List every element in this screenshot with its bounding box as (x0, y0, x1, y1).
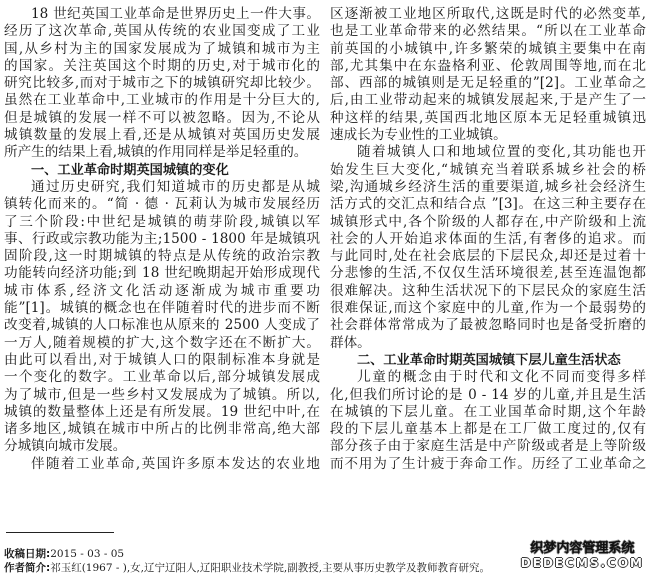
text-line: 随着城镇人口和地域位置的变化,其功能也开 (357, 144, 646, 161)
text-line: 但是城镇的发展一样不可以被忽略。因为,不论从 (4, 109, 320, 126)
text-line: 种这样的结果,英国西北地区原本无足轻重城镇迅 (330, 109, 646, 126)
text-line: 所产生的结果上看,城镇的作用同样是举足轻重的。 (4, 144, 308, 161)
received-date (4, 546, 124, 561)
text-line: 城镇形式中,各个阶级的人都存在,中产阶级和上流 (330, 213, 646, 230)
text-line: 部、西部的城镇则是无足轻重的”[2]。工业革命之 (330, 75, 646, 92)
text-line: 部分孩子由于家庭生活是中产阶级或者是上等阶级 (330, 438, 646, 455)
text-line: 速成长为专业性的工业城镇。 (330, 127, 507, 144)
text-line: 部,尤其集中在东盎格利亚、伦敦周围等地,而在北 (330, 57, 646, 74)
text-line: 经历了这次革命,英国从传统的农业国变成了工业 (4, 23, 320, 40)
text-line: 化,但我们所讨论的是 0 - 14 岁的儿童,并且是生活 (330, 386, 646, 403)
watermark (521, 541, 644, 570)
text-line: 城镇的数量整体上还是有所发展。19 世纪中叶,在 (4, 403, 320, 420)
section-heading: 二、工业革命时期英国城镇下层儿童生活状态 (357, 352, 621, 368)
text-line: 前英国的小城镇中,许多繁荣的城镇主要集中在南 (330, 40, 646, 57)
received-value: 2015 - 03 - 05 (50, 548, 125, 560)
left-column (4, 6, 320, 473)
text-line: 段的下层儿童基本上都是在工厂做工度过的,仅有 (330, 421, 646, 438)
text-line: 城市体系,经济文化活动逐渐成为城市重要功 (4, 282, 320, 299)
watermark-en: DEDECMS.COM (520, 556, 644, 570)
footnote-divider (6, 532, 114, 533)
text-line: 由此可以看出,对于城镇人口的限制标准本身就是 (4, 351, 320, 368)
text-line: 伴随着工业革命,英国许多原本发达的农业地 (31, 455, 320, 472)
text-line: 群体。 (330, 334, 371, 351)
text-line: 固阶段,这一时期城镇的特点是从传统的政治宗教 (4, 248, 320, 265)
text-line: 很难解决。这种生活状况下的下层民众的家庭生活 (330, 282, 646, 299)
text-line: 一万人,随着规模的扩大,这个数字还在不断扩大。 (4, 334, 320, 351)
author-label: 作者简介: (4, 562, 51, 574)
text-line: 社会的人开始追求体面的生活,有奢侈的追求。而 (330, 230, 646, 247)
text-line: 研究比较多,而对于城市之下的城镇研究却比较少。 (4, 75, 320, 92)
text-line: 活方式的交汇点和结合点 ”[3]。在这三种主要存在 (330, 196, 646, 213)
text-line: 与此同时,处在社会底层的下层民众,却还是过着十 (330, 248, 646, 265)
text-line: 也是工业革命带来的必然结果。“所以在工业革命 (330, 23, 646, 40)
text-line: 了三个阶段:中世纪是城镇的萌芽阶段,城镇以军 (4, 213, 320, 230)
text-line: 通过历史研究,我们知道城市的历史都是从城 (31, 178, 320, 195)
text-line: 虽然在工业革命中,工业城市的作用是十分巨大的, (4, 92, 320, 109)
author-value: 祁玉红(1967 - ),女,辽宁辽阳人,辽阳职业技术学院,副教授,主要从事历史教学及教师教育研究。 (50, 562, 491, 574)
text-line: 在城镇的下层儿童。在工业国革命时期,这个年龄 (330, 403, 646, 420)
text-line: 很难保证,而这个家庭中的儿童,作为一个最弱势的 (330, 300, 646, 317)
text-line: 而不用为了生计疲于奔命工作。历经了工业革命之 (330, 455, 646, 472)
text-line: 城镇数量的发展上看,还是从城镇对英国历史发展 (4, 127, 320, 144)
text-line: 始发生巨大变化,“城镇充当着联系城乡社会的桥 (330, 161, 646, 178)
text-line: 分城镇向城市发展。 (4, 438, 127, 455)
text-line: 区逐渐被工业地区所取代,这既是时代的必然变革, (330, 6, 646, 22)
text-line: 一个变化的数字。工业革命以后,部分城镇发展成 (4, 369, 320, 386)
text-line: 的国家。关注英国这个时期的历史,对于城市化的 (4, 57, 320, 74)
text-line: 功能转向经济功能;到 18 世纪晚期起开始形成现代 (4, 265, 320, 282)
author-bio (4, 560, 490, 575)
text-line: 分悲惨的生活,不仅仅生活环境很差,甚至连温饱都 (330, 265, 646, 282)
text-line: 诸多地区,城镇在城市中所占的比例非常高,绝大部 (4, 421, 320, 438)
text-line: 能”[1]。城镇的概念也在伴随着时代的进步而不断 (4, 300, 320, 317)
right-column (330, 6, 646, 473)
text-line: 镇转化而来的。“简 · 德 · 瓦莉认为城市发展经历 (4, 196, 320, 213)
text-line: 事、行政或宗教功能为主;1500 - 1800 年是城镇巩 (4, 230, 320, 247)
text-line: 为了城市,但是一些乡村又发展成为了城镇。所以, (4, 386, 320, 403)
section-heading: 一、工业革命时期英国城镇的变化 (31, 162, 229, 178)
text-line: 社会群体常常成为了最被忽略同时也是备受折磨的 (330, 317, 646, 334)
text-line: 梁,沟通城乡经济生活的重要渠道,城乡社会经济生 (330, 178, 646, 195)
text-line: 改变着,城镇的人口标准也从原来的 2500 人变成了 (4, 317, 320, 334)
received-label: 收稿日期: (4, 548, 51, 560)
text-line: 国,从乡村为主的国家发展成为了城镇和城市为主 (4, 40, 320, 57)
text-line: 后,由工业带动起来的城镇发展起来,于是产生了一 (330, 92, 646, 109)
watermark-cn: 织梦内容管理系统 (530, 541, 635, 556)
text-line: 儿童的概念由于时代和文化不同而变得多样 (357, 369, 646, 386)
text-line: 18 世纪英国工业革命是世界历史上一件大事。 (31, 6, 320, 22)
